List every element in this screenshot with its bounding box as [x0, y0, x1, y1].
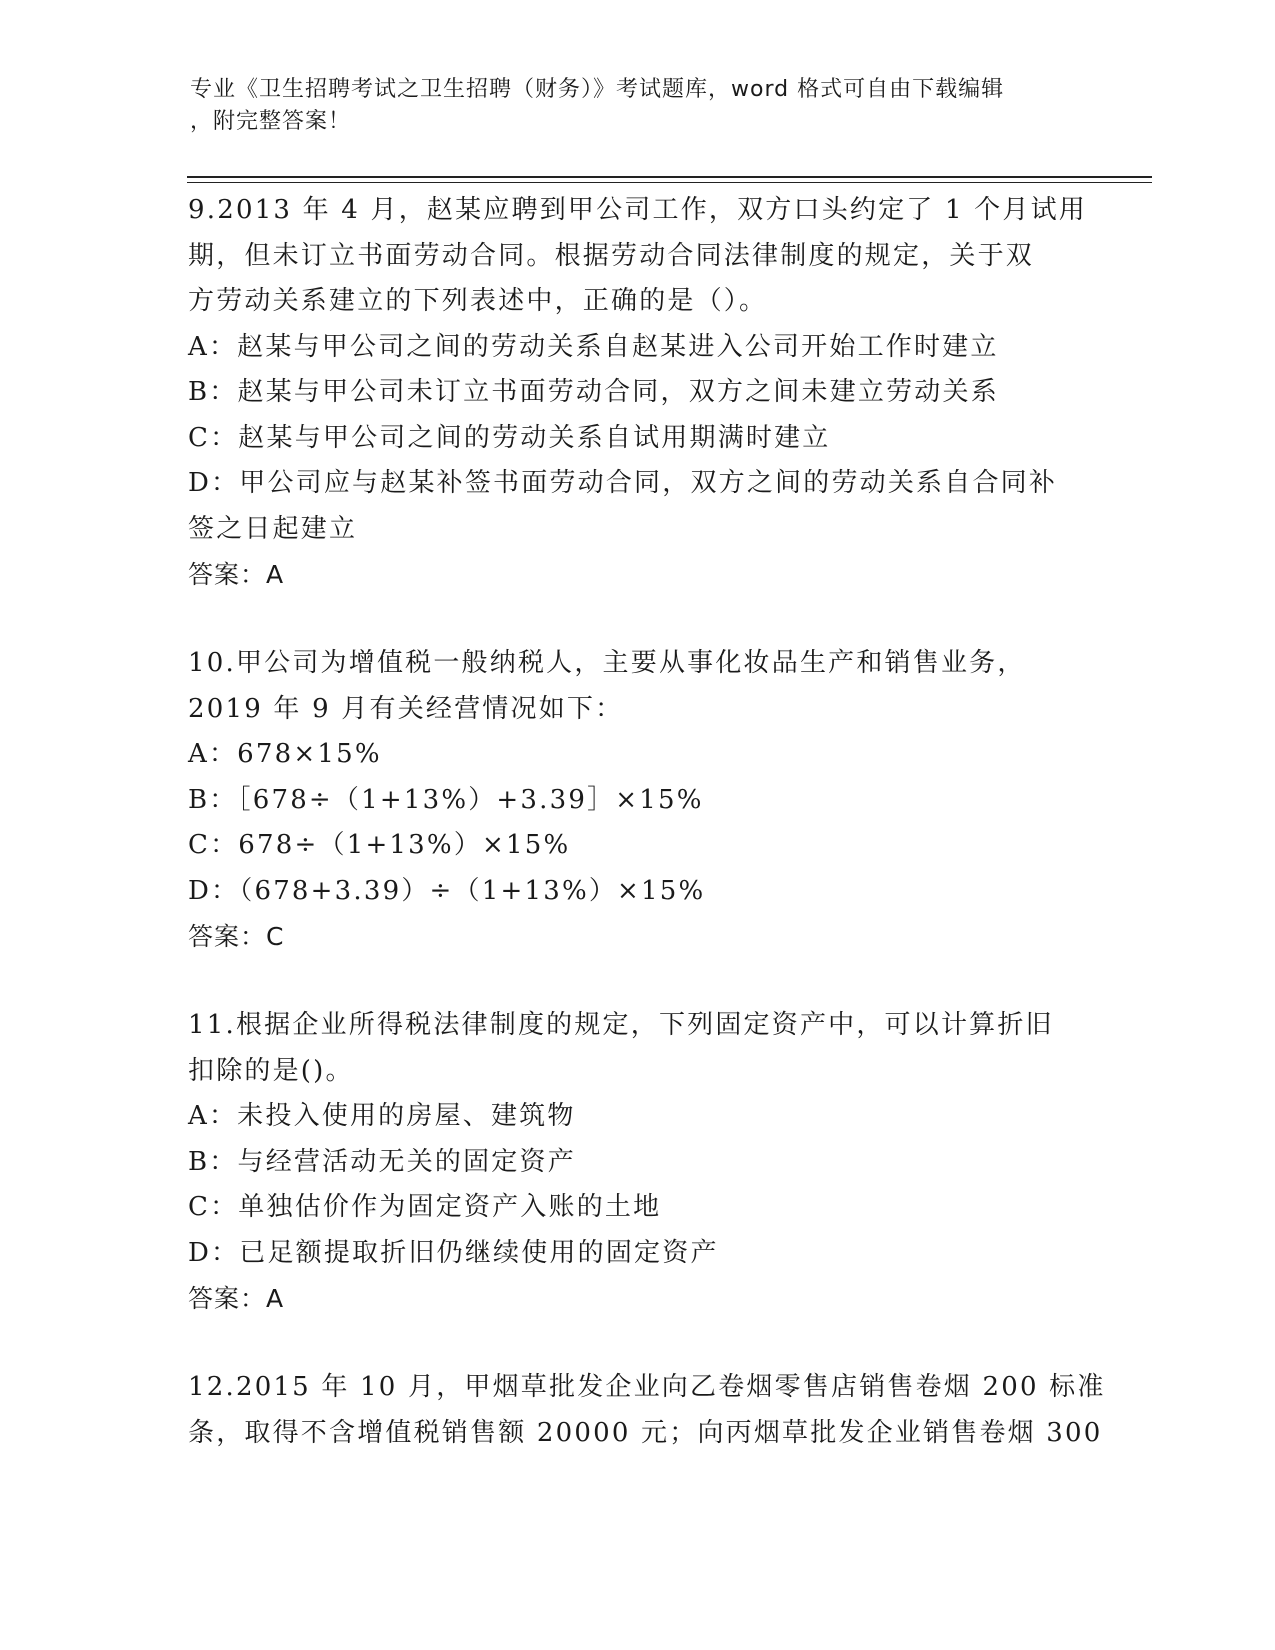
question-stem-line: 11.根据企业所得税法律制度的规定，下列固定资产中，可以计算折旧 — [188, 1010, 1054, 1040]
question-stem-line: 期，但未订立书面劳动合同。根据劳动合同法律制度的规定，关于双 — [188, 240, 1035, 271]
question-stem-line: 扣除的是()。 — [188, 1055, 354, 1086]
question-stem-line: 10.甲公司为增值税一般纳税人，主要从事化妆品生产和销售业务， — [188, 648, 1026, 678]
header-line-1: 专业《卫生招聘考试之卫生招聘（财务）》考试题库，word 格式可自由下载编辑 — [190, 77, 1005, 102]
question-stem-line: 2019 年 9 月有关经营情况如下： — [188, 693, 624, 724]
document-header — [190, 74, 1070, 138]
option-b: B：［678÷（1+13%）+3.39］×15% — [188, 784, 704, 815]
option-b: B：与经营活动无关的固定资产 — [188, 1146, 576, 1177]
option-a: A：赵某与甲公司之间的劳动关系自赵某进入公司开始工作时建立 — [188, 331, 999, 362]
answer-label: 答案：A — [188, 560, 285, 589]
option-c: C：单独估价作为固定资产入账的土地 — [188, 1192, 662, 1222]
answer-label: 答案：A — [188, 1284, 285, 1313]
option-c: C：赵某与甲公司之间的劳动关系自试用期满时建立 — [188, 422, 831, 453]
question-9 — [188, 188, 1088, 597]
option-a: A：678×15% — [188, 739, 382, 769]
question-stem-line: 12.2015 年 10 月，甲烟草批发企业向乙卷烟零售店销售卷烟 200 标准 — [188, 1372, 1106, 1402]
question-stem-line: 条，取得不含增值税销售额 20000 元；向丙烟草批发企业销售卷烟 300 — [188, 1417, 1103, 1448]
header-divider-thin — [187, 182, 1152, 183]
header-divider-thick — [187, 176, 1152, 178]
option-a: A：未投入使用的房屋、建筑物 — [188, 1101, 576, 1131]
question-11 — [188, 1003, 1088, 1321]
answer-label: 答案：C — [188, 922, 285, 951]
option-d: D：甲公司应与赵某补签书面劳动合同，双方之间的劳动关系自合同补 — [188, 468, 1058, 498]
question-12 — [188, 1365, 1106, 1456]
header-line-2: ，附完整答案！ — [190, 109, 352, 134]
option-d-continued: 签之日起建立 — [188, 513, 358, 544]
option-b: B：赵某与甲公司未订立书面劳动合同，双方之间未建立劳动关系 — [188, 377, 999, 407]
option-c: C：678÷（1+13%）×15% — [188, 830, 571, 860]
option-d: D：（678+3.39）÷（1+13%）×15% — [188, 875, 706, 906]
question-list — [188, 188, 1106, 1500]
question-stem-line: 9.2013 年 4 月，赵某应聘到甲公司工作，双方口头约定了 1 个月试用 — [188, 195, 1087, 225]
question-10 — [188, 641, 1088, 959]
question-stem-line: 方劳动关系建立的下列表述中，正确的是（）。 — [188, 286, 768, 316]
option-d: D：已足额提取折旧仍继续使用的固定资产 — [188, 1237, 719, 1268]
